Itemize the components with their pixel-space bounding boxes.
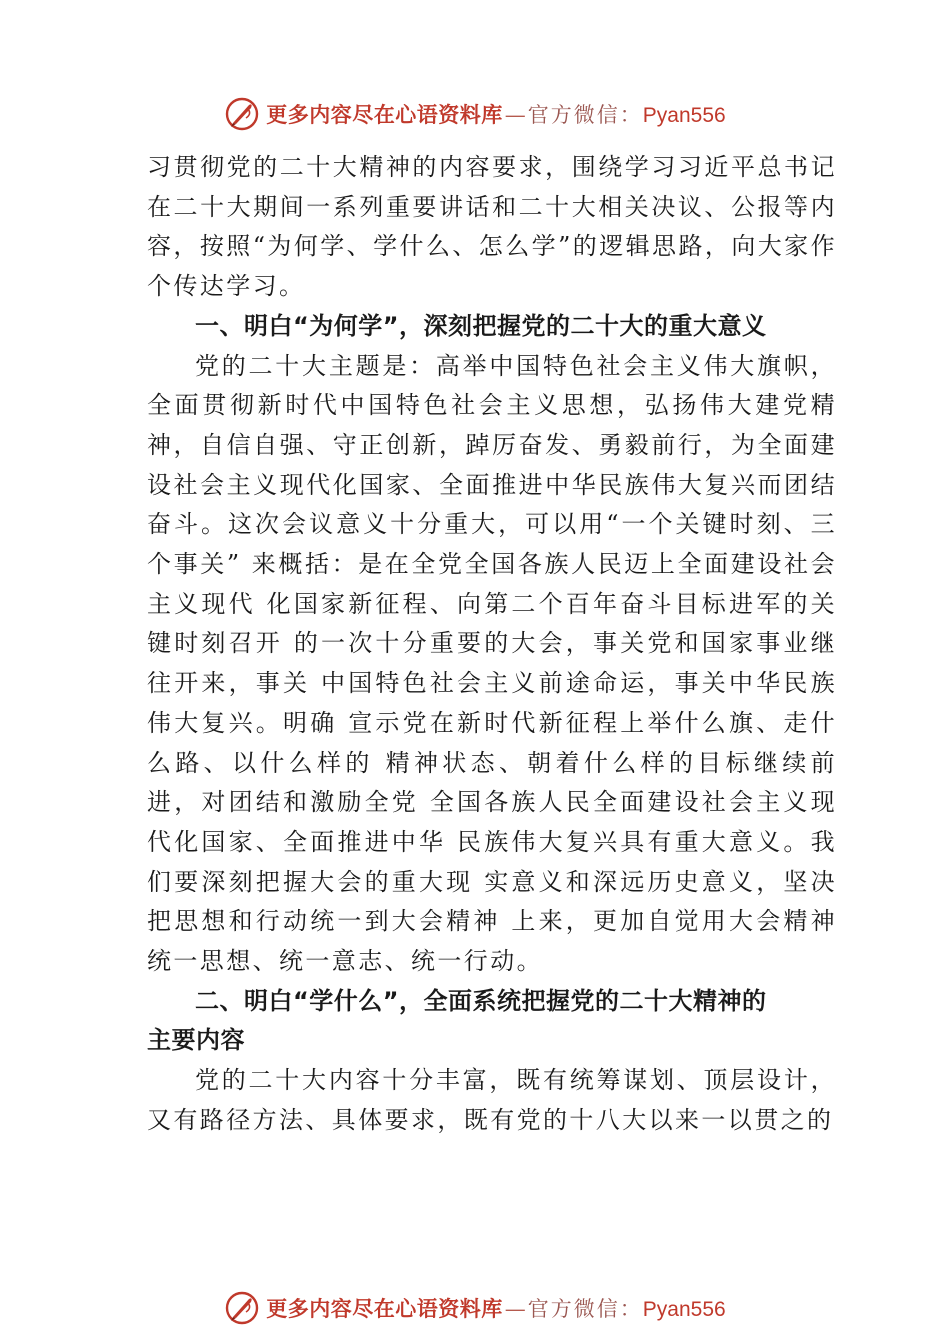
quill-pen-logo-icon — [224, 1290, 260, 1326]
quill-pen-logo-icon — [224, 96, 260, 132]
watermark-text — [266, 99, 725, 129]
section-heading-2-line2: 主要内容 — [147, 1026, 245, 1055]
document-body — [147, 148, 837, 1141]
section-heading-1: 一、明白“为何学”，深刻把握党的二十大的重大意义 — [195, 311, 767, 340]
paragraph-theme: 党的二十大主题是：高举中国特色社会主义伟大旗帜，全面贯彻新时代中国特色社会主义思想，弘扬伟大建党精神，自信自强、守正创新，踔厉奋发、勇毅前行，为全面建设社会主义现代化国家、全面推进中华民族伟大复兴而团结奋斗。这次会议意义十分重大，可以用“一个关键时刻、三个事关” 来概括：是在全党全国各族人民迈上全面建设社会主义现代 化国家新征程、向第二个百年奋斗目标进军的关键时刻召开 的一次十分重要的大会，事关党和国家事业继往开来，事关 中国特色社会主义前途命运，事关中华民族伟大复兴。明确 宣示党在新时代新征程上举什么旗、走什么路、以什么样的 精神状态、朝着什么样的目标继续前进，对团结和激励全党 全国各族人民全面建设社会主义现代化国家、全面推进中华 民族伟大复兴具有重大意义。我们要深刻把握大会的重大现 实意义和深远历史意义，坚决把思想和行动统一到大会精神 上来，更加自觉用大会精神统一思想、统一意志、统一行动。 — [147, 351, 837, 976]
section-heading-2-line1: 二、明白“学什么”，全面系统把握党的二十大精神的 — [195, 986, 767, 1015]
paragraph-content: 党的二十大内容十分丰富，既有统筹谋划、顶层设计，又有路径方法、具体要求，既有党的十八大以来一以贯之的 — [147, 1066, 837, 1134]
watermark-wechat-id: Pyan556 — [642, 1298, 726, 1321]
watermark-dash: — — [504, 103, 526, 127]
watermark-brand: 更多内容尽在心语资料库 — [266, 1296, 503, 1321]
paragraph-intro: 习贯彻党的二十大精神的内容要求，围绕学习习近平总书记在二十大期间一系列重要讲话和二十大相关决议、公报等内容，按照“为何学、学什么、怎么学”的逻辑思路，向大家作个传达学习。 — [147, 153, 837, 301]
watermark-brand: 更多内容尽在心语资料库 — [266, 102, 503, 127]
watermark-text — [266, 1293, 725, 1323]
footer-watermark — [0, 1286, 950, 1330]
watermark-dash: — — [504, 1297, 526, 1321]
watermark-official-label: 官方微信： — [527, 103, 643, 127]
watermark-official-label: 官方微信： — [527, 1297, 643, 1321]
header-watermark — [0, 92, 950, 136]
watermark-wechat-id: Pyan556 — [642, 104, 726, 127]
